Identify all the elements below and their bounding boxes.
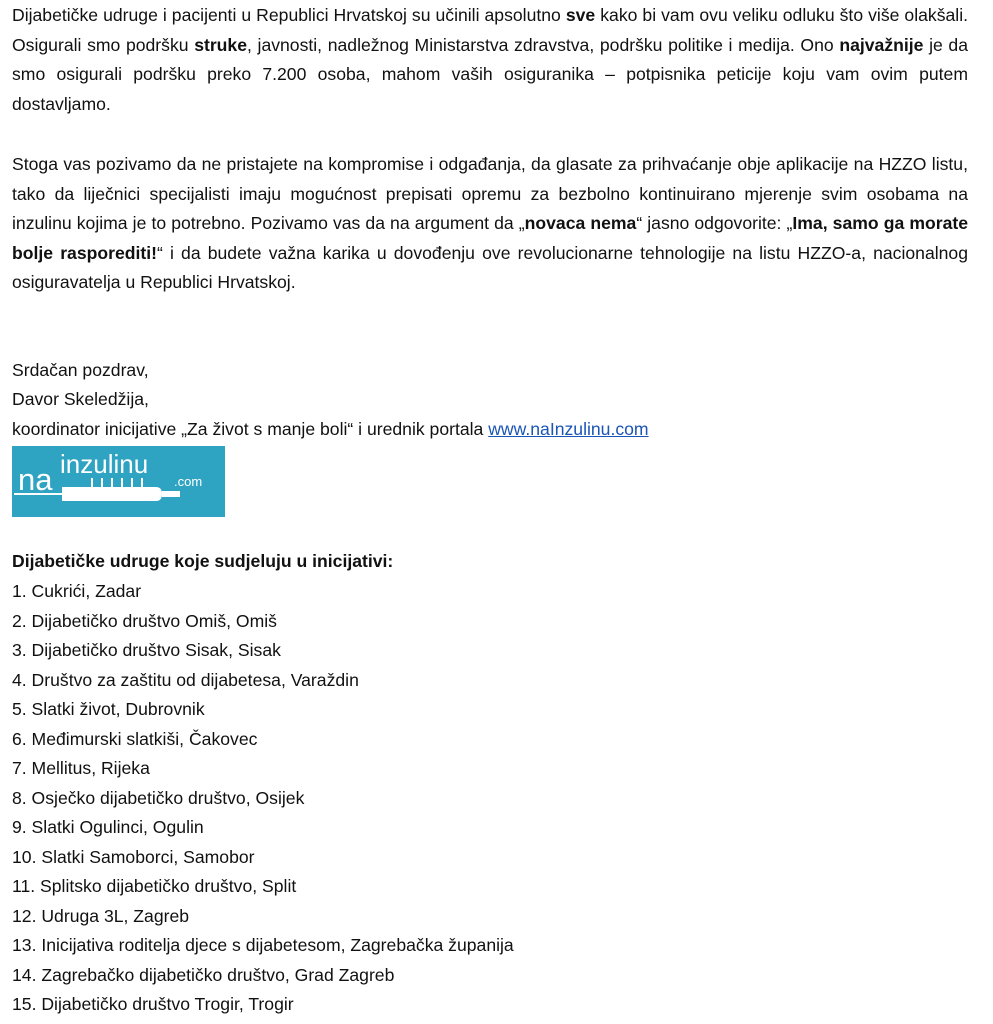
list-item: 13. Inicijativa roditelja djece s dijabetesom, Zagrebačka županija: [12, 935, 514, 955]
logo-text-na: na: [18, 462, 53, 497]
syringe-logo-graphic: [12, 446, 225, 517]
paragraph-appeal: [12, 150, 968, 298]
paragraph-support: [12, 1, 968, 119]
list-item: 11. Splitsko dijabetičko društvo, Split: [12, 876, 297, 896]
bold-run: novaca nema: [524, 213, 637, 233]
list-item: 9. Slatki Ogulinci, Ogulin: [12, 817, 204, 837]
signature-role-text: koordinator inicijative „Za život s manje boli“ i urednik portala: [12, 419, 489, 439]
portal-link[interactable]: www.naInzulinu.com: [488, 419, 649, 439]
nainzulinu-logo: [12, 446, 225, 517]
signature-role: [12, 415, 649, 445]
signature-greeting: Srdačan pozdrav,: [12, 360, 149, 380]
list-item: 14. Zagrebačko dijabetičko društvo, Grad Zagreb: [12, 964, 395, 985]
signature-name: Davor Skeledžija,: [12, 389, 149, 409]
text-run: je da smo osigurali podršku preko 7.200 osoba, mahom vaših osiguranika – potpisnika peticije koju vam ovim putem dostavljamo.: [12, 34, 969, 114]
text-run: kako bi vam ovu veliku odluku što više olakšali. Osigurali smo podršku: [12, 5, 968, 55]
list-item: 4. Društvo za zaštitu od dijabetesa, Varaždin: [12, 669, 359, 690]
list-item: 3. Dijabetičko društvo Sisak, Sisak: [12, 640, 281, 660]
syringe-barrel: [62, 487, 162, 501]
associations-heading: Dijabetičke udruge koje sudjeluju u inicijativi:: [12, 551, 394, 571]
text-run: Stoga vas pozivamo da ne pristajete na kompromise i odgađanja, da glasate za prihvaćanje obje aplikacije na HZZO listu, tako da liječnici specijalisti imaju mogućnost prepisati opremu za bezbolno kontinuirano mjerenje svim osobama na inzulinu kojima je to potrebno. Pozivamo vas da na argument da „: [12, 154, 968, 233]
bold-run: sve: [565, 5, 596, 25]
list-item: 8. Osječko dijabetičko društvo, Osijek: [12, 787, 305, 808]
text-run: , javnosti, nadležnog Ministarstva zdravstva, podršku politike i medija. Ono: [247, 34, 840, 55]
text-run: Dijabetičke udruge i pacijenti u Republici Hrvatskoj su učinili apsolutno: [12, 5, 566, 25]
list-item: 6. Međimurski slatkiši, Čakovec: [12, 728, 258, 749]
list-item: 15. Dijabetičko društvo Trogir, Trogir: [12, 994, 294, 1014]
bold-run: struke: [194, 34, 247, 55]
list-item: 12. Udruga 3L, Zagreb: [12, 905, 190, 926]
text-run: “ jasno odgovorite: „: [636, 213, 793, 233]
bold-run: Ima, samo ga morate bolje rasporediti!: [12, 213, 968, 263]
associations-list: [12, 577, 514, 1020]
logo-text-com: .com: [174, 474, 203, 489]
syringe-scale-marks: [92, 478, 142, 487]
syringe-plunger: [162, 491, 180, 497]
bold-run: najvažnije: [839, 34, 924, 55]
list-item: 10. Slatki Samoborci, Samobor: [12, 846, 255, 867]
list-item: 1. Cukrići, Zadar: [12, 581, 142, 601]
list-item: 5. Slatki život, Dubrovnik: [12, 699, 205, 719]
list-item: 7. Mellitus, Rijeka: [12, 758, 150, 778]
logo-text-inzulinu: inzulinu: [60, 449, 149, 479]
text-run: “ i da budete važna karika u dovođenju ove revolucionarne tehnologije na listu HZZO-a, nacionalnog osiguravatelja u Republici Hrvatskoj.: [12, 242, 968, 292]
list-item: 2. Dijabetičko društvo Omiš, Omiš: [12, 610, 277, 631]
